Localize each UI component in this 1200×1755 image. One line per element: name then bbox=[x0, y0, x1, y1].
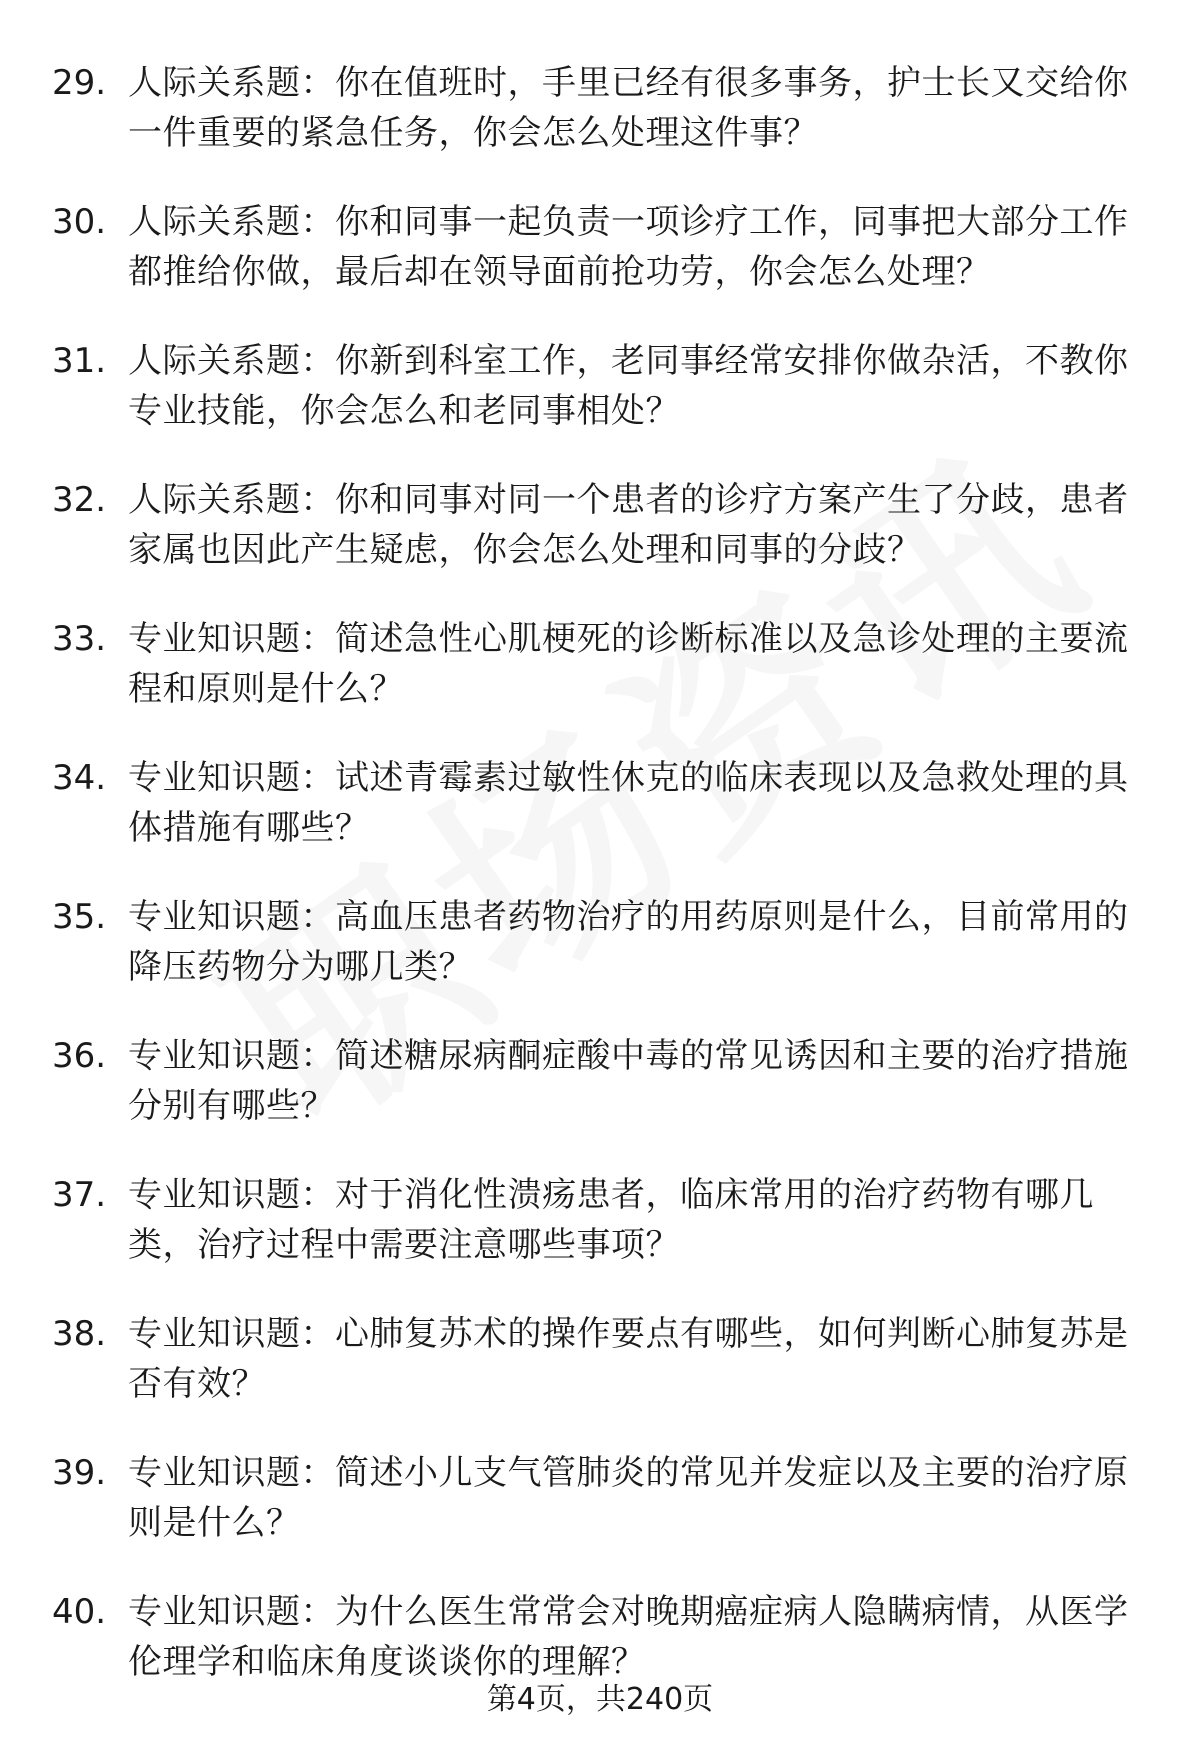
question-text: 专业知识题：心肺复苏术的操作要点有哪些，如何判断心肺复苏是否有效？ bbox=[128, 1314, 1129, 1404]
question-item bbox=[52, 1170, 1152, 1270]
question-number: 30. bbox=[52, 202, 107, 242]
question-number: 31. bbox=[52, 341, 107, 381]
question-text: 专业知识题：简述急性心肌梗死的诊断标准以及急诊处理的主要流程和原则是什么？ bbox=[128, 619, 1129, 709]
question-text: 专业知识题：试述青霉素过敏性休克的临床表现以及急救处理的具体措施有哪些？ bbox=[128, 758, 1129, 848]
question-text: 人际关系题：你和同事对同一个患者的诊疗方案产生了分歧，患者家属也因此产生疑虑，你会怎么处理和同事的分歧？ bbox=[128, 480, 1129, 570]
question-number: 29. bbox=[52, 63, 107, 103]
question-item bbox=[52, 892, 1152, 992]
question-item bbox=[52, 753, 1152, 853]
question-text: 专业知识题：简述糖尿病酮症酸中毒的常见诱因和主要的治疗措施分别有哪些？ bbox=[128, 1036, 1129, 1126]
question-item bbox=[52, 1031, 1152, 1131]
question-number: 40. bbox=[52, 1592, 107, 1632]
question-item bbox=[52, 1448, 1152, 1548]
question-item bbox=[52, 197, 1152, 297]
question-number: 37. bbox=[52, 1175, 107, 1215]
question-number: 34. bbox=[52, 758, 107, 798]
question-item bbox=[52, 614, 1152, 714]
question-item bbox=[52, 1309, 1152, 1409]
question-number: 33. bbox=[52, 619, 107, 659]
question-item bbox=[52, 58, 1152, 158]
question-number: 38. bbox=[52, 1314, 107, 1354]
question-number: 32. bbox=[52, 480, 107, 520]
question-item bbox=[52, 336, 1152, 436]
question-number: 39. bbox=[52, 1453, 107, 1493]
question-text: 人际关系题：你新到科室工作，老同事经常安排你做杂活，不教你专业技能，你会怎么和老同事相处？ bbox=[128, 341, 1129, 431]
question-item bbox=[52, 1587, 1152, 1687]
question-text: 专业知识题：为什么医生常常会对晚期癌症病人隐瞒病情，从医学伦理学和临床角度谈谈你的理解？ bbox=[128, 1592, 1129, 1682]
question-text: 专业知识题：高血压患者药物治疗的用药原则是什么，目前常用的降压药物分为哪几类？ bbox=[128, 897, 1129, 987]
question-number: 36. bbox=[52, 1036, 107, 1076]
question-text: 人际关系题：你在值班时，手里已经有很多事务，护士长又交给你一件重要的紧急任务，你会怎么处理这件事？ bbox=[128, 63, 1129, 153]
question-text: 专业知识题：对于消化性溃疡患者，临床常用的治疗药物有哪几类，治疗过程中需要注意哪些事项？ bbox=[128, 1175, 1094, 1265]
question-list bbox=[52, 58, 1152, 1726]
question-number: 35. bbox=[52, 897, 107, 937]
question-text: 专业知识题：简述小儿支气管肺炎的常见并发症以及主要的治疗原则是什么？ bbox=[128, 1453, 1129, 1543]
page-footer: 第4页，共240页 bbox=[486, 1682, 714, 1717]
question-text: 人际关系题：你和同事一起负责一项诊疗工作，同事把大部分工作都推给你做，最后却在领导面前抢功劳，你会怎么处理？ bbox=[128, 202, 1129, 292]
question-item bbox=[52, 475, 1152, 575]
